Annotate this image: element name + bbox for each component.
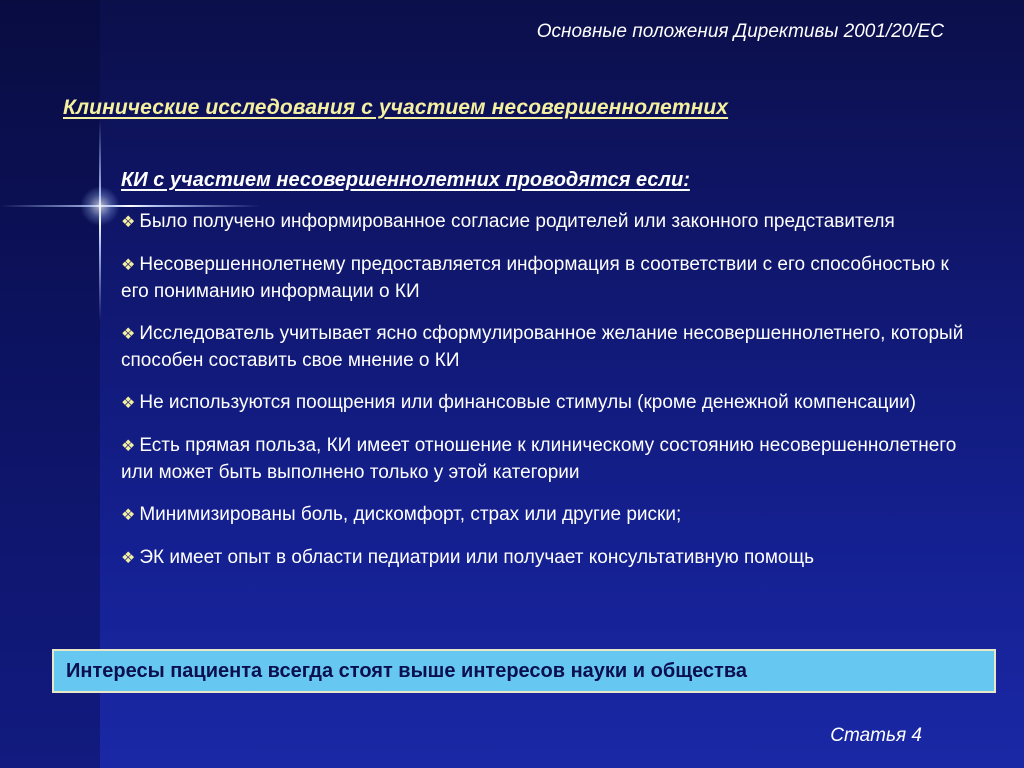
light-flare-glow <box>80 186 120 226</box>
diamond-bullet-icon: ❖ <box>121 214 136 231</box>
diamond-bullet-icon: ❖ <box>121 395 136 412</box>
list-item <box>121 502 981 529</box>
list-item <box>121 390 981 417</box>
article-reference: Статья 4 <box>830 725 922 746</box>
slide-header: Основные положения Директивы 2001/20/ЕС <box>536 21 944 42</box>
list-item-text: Минимизированы боль, дискомфорт, страх или другие риски; <box>139 504 682 525</box>
list-item-text: Есть прямая польза, КИ имеет отношение к клиническому состоянию несовершеннолетнего или может быть выполнено только у этой категории <box>121 435 957 483</box>
list-item-text: ЭК имеет опыт в области педиатрии или получает консультативную помощь <box>139 547 815 568</box>
diamond-bullet-icon: ❖ <box>121 550 136 567</box>
list-item <box>121 209 981 236</box>
diamond-bullet-icon: ❖ <box>121 507 136 524</box>
diamond-bullet-icon: ❖ <box>121 438 136 455</box>
section-subtitle: КИ с участием несовершеннолетних проводятся если: <box>121 169 690 191</box>
list-item <box>121 433 981 486</box>
list-item-text: Исследователь учитывает ясно сформулированное желание несовершеннолетнего, который способен составить свое мнение о КИ <box>121 323 964 371</box>
slide-title: Клинические исследования с участием несовершеннолетних <box>63 96 729 119</box>
bullet-list <box>121 209 981 588</box>
diamond-bullet-icon: ❖ <box>121 326 136 343</box>
diamond-bullet-icon: ❖ <box>121 257 136 274</box>
list-item-text: Было получено информированное согласие родителей или законного представителя <box>139 211 895 232</box>
list-item <box>121 545 981 572</box>
list-item-text: Не используются поощрения или финансовые стимулы (кроме денежной компенсации) <box>139 392 917 413</box>
callout-box: Интересы пациента всегда стоят выше интересов науки и общества <box>52 649 996 693</box>
list-item <box>121 252 981 305</box>
list-item <box>121 321 981 374</box>
light-flare-horizontal <box>0 205 260 207</box>
list-item-text: Несовершеннолетнему предоставляется информация в соответствии с его способностью к его пониманию информации о КИ <box>121 254 949 302</box>
